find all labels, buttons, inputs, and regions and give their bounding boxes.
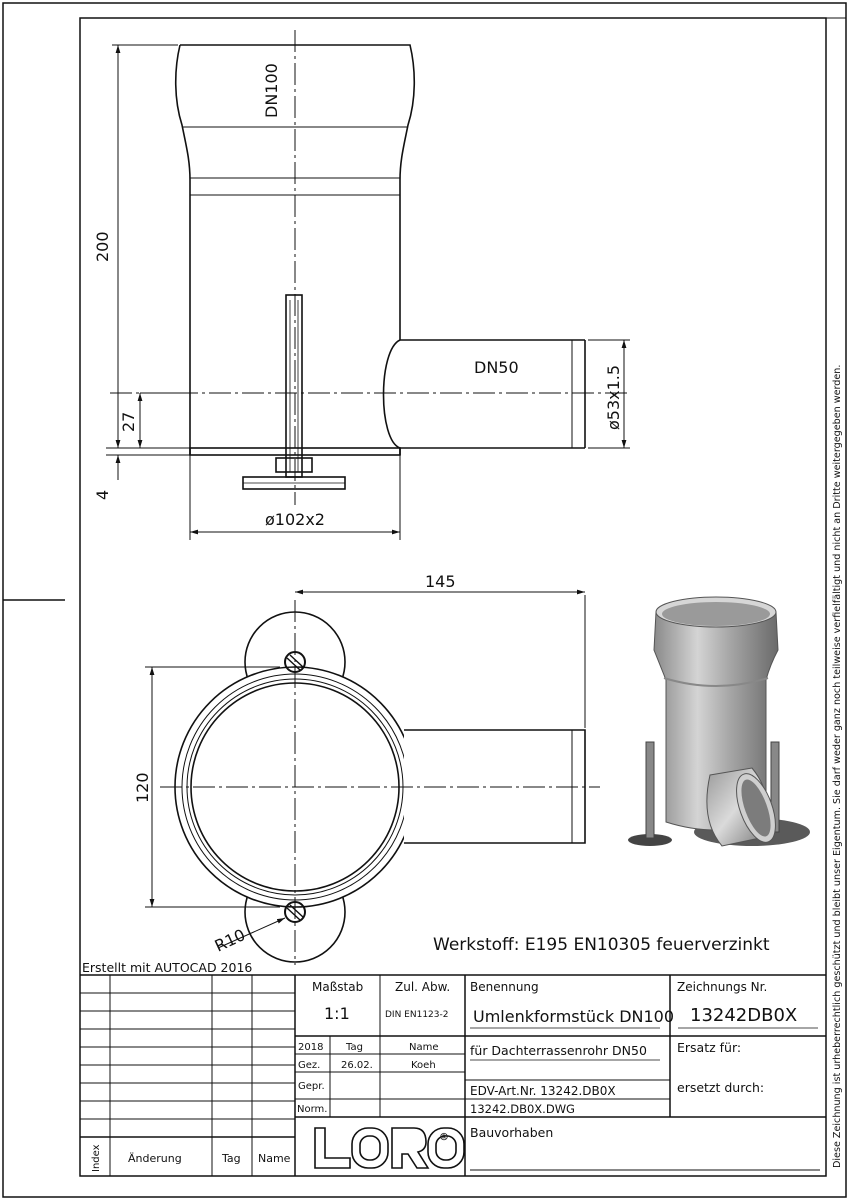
replacement-for-label: Ersatz für: xyxy=(677,1040,742,1055)
drawn-label: Gez. xyxy=(298,1060,321,1071)
isometric-view xyxy=(628,597,810,847)
norm-label: Norm. xyxy=(297,1104,328,1115)
dim-diameter-53: ø53x1.5 xyxy=(604,364,623,430)
name-label: Benennung xyxy=(470,980,539,994)
created-with-note: Erstellt mit AUTOCAD 2016 xyxy=(82,960,253,975)
label-dn50: DN50 xyxy=(474,358,519,377)
edv-number: EDV-Art.Nr. 13242.DB0X xyxy=(470,1084,616,1098)
dim-r10: R10 xyxy=(211,925,249,956)
scale-label: Maßstab xyxy=(312,980,364,994)
material-note: Werkstoff: E195 EN10305 feuerverzinkt xyxy=(433,935,770,955)
dim-4: 4 xyxy=(93,489,112,500)
usage-text: für Dachterrassenrohr DN50 xyxy=(470,1043,647,1058)
drawing-no-label: Zeichnungs Nr. xyxy=(677,980,768,994)
project-label: Bauvorhaben xyxy=(470,1125,554,1140)
dim-27: 27 xyxy=(119,411,138,432)
label-dn100: DN100 xyxy=(262,63,281,118)
dim-145: 145 xyxy=(425,572,456,591)
dim-200: 200 xyxy=(93,231,112,262)
rev-day-label: Tag xyxy=(222,1152,241,1165)
drawing-no-value: 13242DB0X xyxy=(690,1005,798,1026)
name-col-label: Name xyxy=(409,1042,439,1053)
index-label: Index xyxy=(91,1144,102,1172)
year: 2018 xyxy=(298,1042,324,1053)
dim-diameter-102: ø102x2 xyxy=(265,510,325,529)
day-label: Tag xyxy=(346,1042,363,1053)
tolerance-value: DIN EN1123-2 xyxy=(385,1010,449,1020)
tolerance-label: Zul. Abw. xyxy=(395,980,451,994)
rev-name-label: Name xyxy=(258,1152,291,1165)
scale-value: 1:1 xyxy=(324,1004,350,1023)
drawn-name: Koeh xyxy=(411,1060,436,1071)
front-view xyxy=(176,45,585,489)
replaced-by-label: ersetzt durch: xyxy=(677,1080,765,1095)
name-value: Umlenkformstück DN100 xyxy=(473,1007,675,1026)
copyright-note: Diese Zeichnung ist urheberrechtlich geschützt und bleibt unser Eigentum. Sie darf weder ganz noch teilweise verfielfältigt und nicht an Dritte weitergegeben werden. xyxy=(832,364,843,1168)
logo-mark: ® xyxy=(439,1132,449,1143)
dim-120: 120 xyxy=(133,772,152,803)
drawn-date: 26.02. xyxy=(341,1060,373,1071)
dwg-file: 13242.DB0X.DWG xyxy=(470,1102,575,1116)
checked-label: Gepr. xyxy=(298,1081,325,1092)
change-label: Änderung xyxy=(128,1152,182,1165)
